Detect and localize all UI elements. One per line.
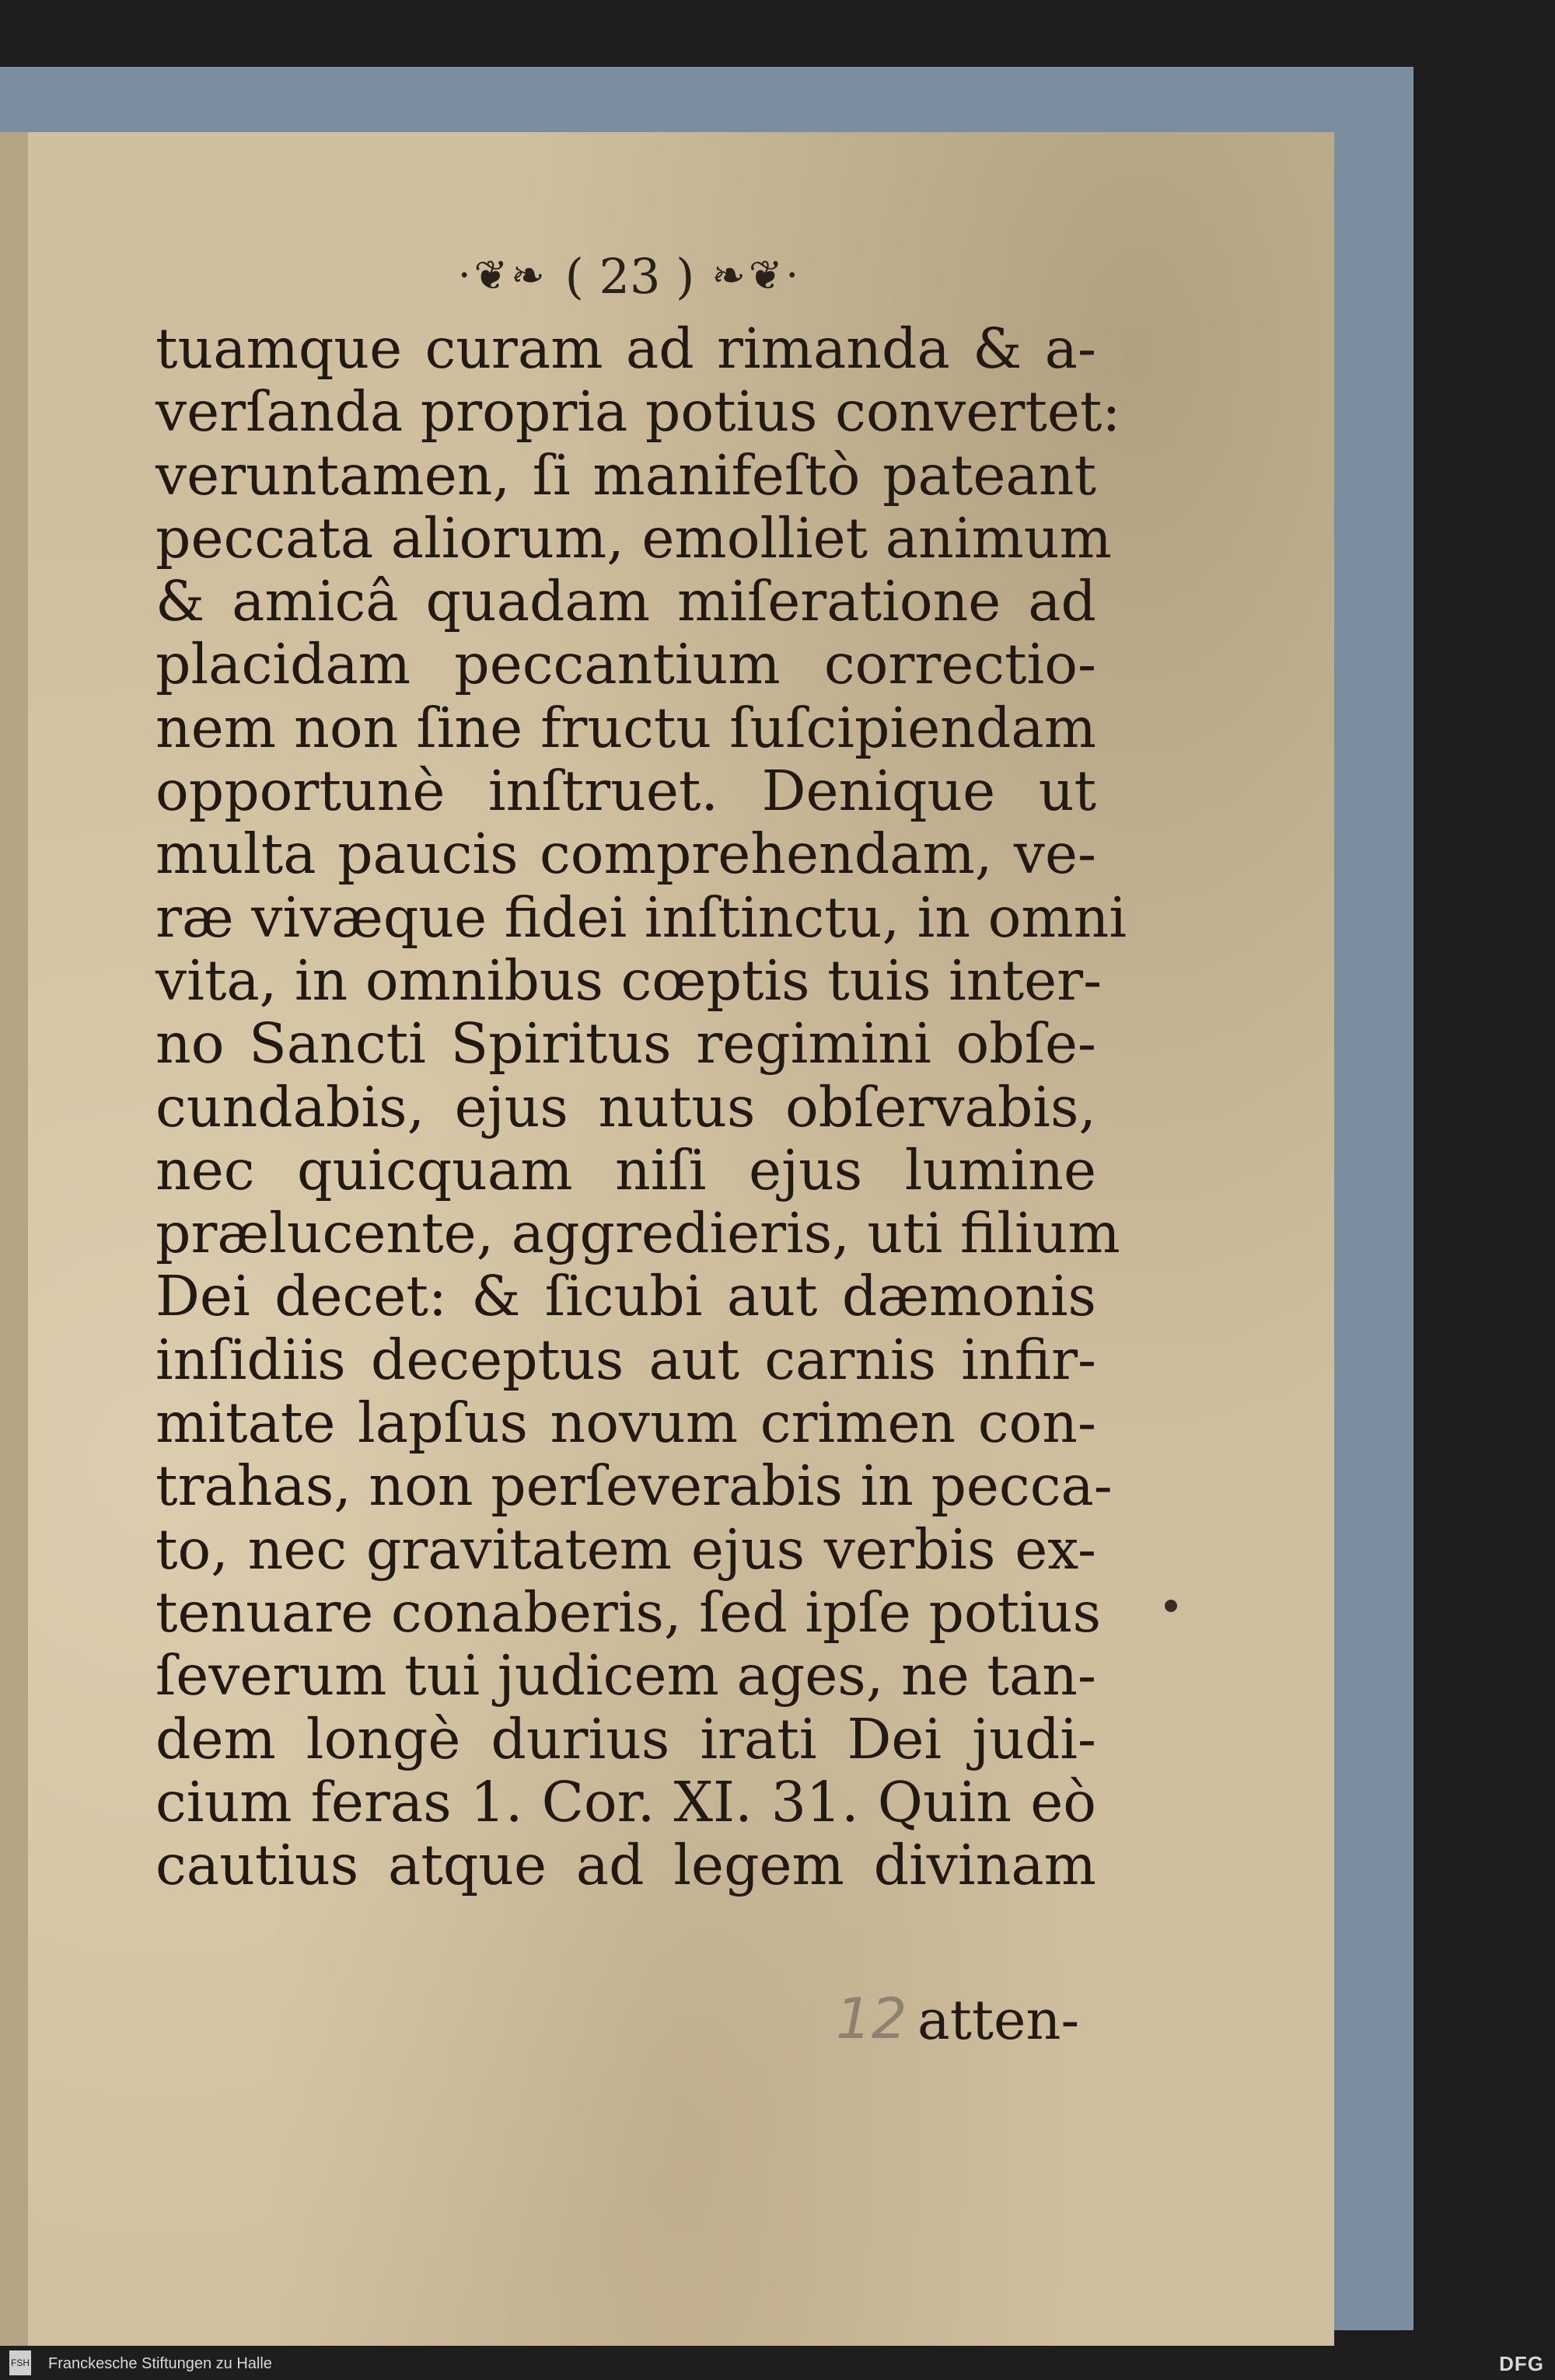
text-line: & amicâ quadam miſeratione ad [156,569,1096,634]
text-line: nem non ſine fructu ſuſcipiendam [156,695,1096,760]
pencil-annotation: 12 [836,1986,907,2051]
text-line: mitate lapſus novum crimen con- [156,1391,1096,1456]
dfg-logo: DFG [1499,2352,1544,2375]
ink-spot [1165,1600,1177,1612]
text-line: multa paucis comprehendam, ve- [156,822,1096,887]
text-line: tenuare conaberis, ſed ipſe potius [156,1579,1102,1645]
institution-logo-icon: FSH [9,2350,31,2375]
text-line: trahas, non perſeverabis in pecca- [156,1453,1113,1519]
page-header [435,241,824,311]
text-line: opportunè inſtruet. Denique ut [156,759,1096,824]
ornament-left-icon: ·❦❧ [457,253,548,299]
ornament-right-icon: ❧❦· [711,253,802,299]
text-line: ræ vivæque fidei inſtinctu, in omni [156,885,1127,950]
text-line: Dei decet: & ſicubi aut dæmonis [156,1264,1096,1329]
text-line: prælucente, aggredieris, uti filium [156,1201,1120,1266]
text-line: verſanda propria potius convertet: [156,379,1121,445]
text-line: placidam peccantium correctio- [156,632,1096,697]
text-line: peccata aliorum, emolliet animum [156,505,1112,571]
viewer-footer [0,2346,1555,2380]
previous-page-edge [0,132,28,2346]
text-line: ſeverum tui judicem ages, ne tan- [156,1643,1096,1708]
body-text [156,316,1127,1898]
page-number: ( 23 ) [564,247,695,305]
text-line: veruntamen, ſi manifeſtò pateant [156,442,1096,508]
text-line: cautius atque ad legem divinam [156,1833,1096,1898]
text-line: dem longè durius irati Dei judi- [156,1706,1096,1771]
catchword: atten- [917,1988,1080,2052]
text-line: nec quicquam niſi ejus lumine [156,1137,1096,1202]
text-line: to, nec gravitatem ejus verbis ex- [156,1516,1096,1582]
institution-name: Franckesche Stiftungen zu Halle [48,2355,272,2372]
text-line: tuamque curam ad rimanda & a- [156,316,1096,381]
text-line: inſidiis deceptus aut carnis infir- [156,1327,1096,1392]
text-line: vita, in omnibus cœptis tuis inter- [156,947,1102,1013]
text-line: cium feras 1. Cor. XI. 31. Quin eò [156,1769,1096,1834]
text-line: no Sancti Spiritus regimini obſe- [156,1011,1096,1077]
text-line: cundabis, ejus nutus obſervabis, [156,1074,1096,1139]
